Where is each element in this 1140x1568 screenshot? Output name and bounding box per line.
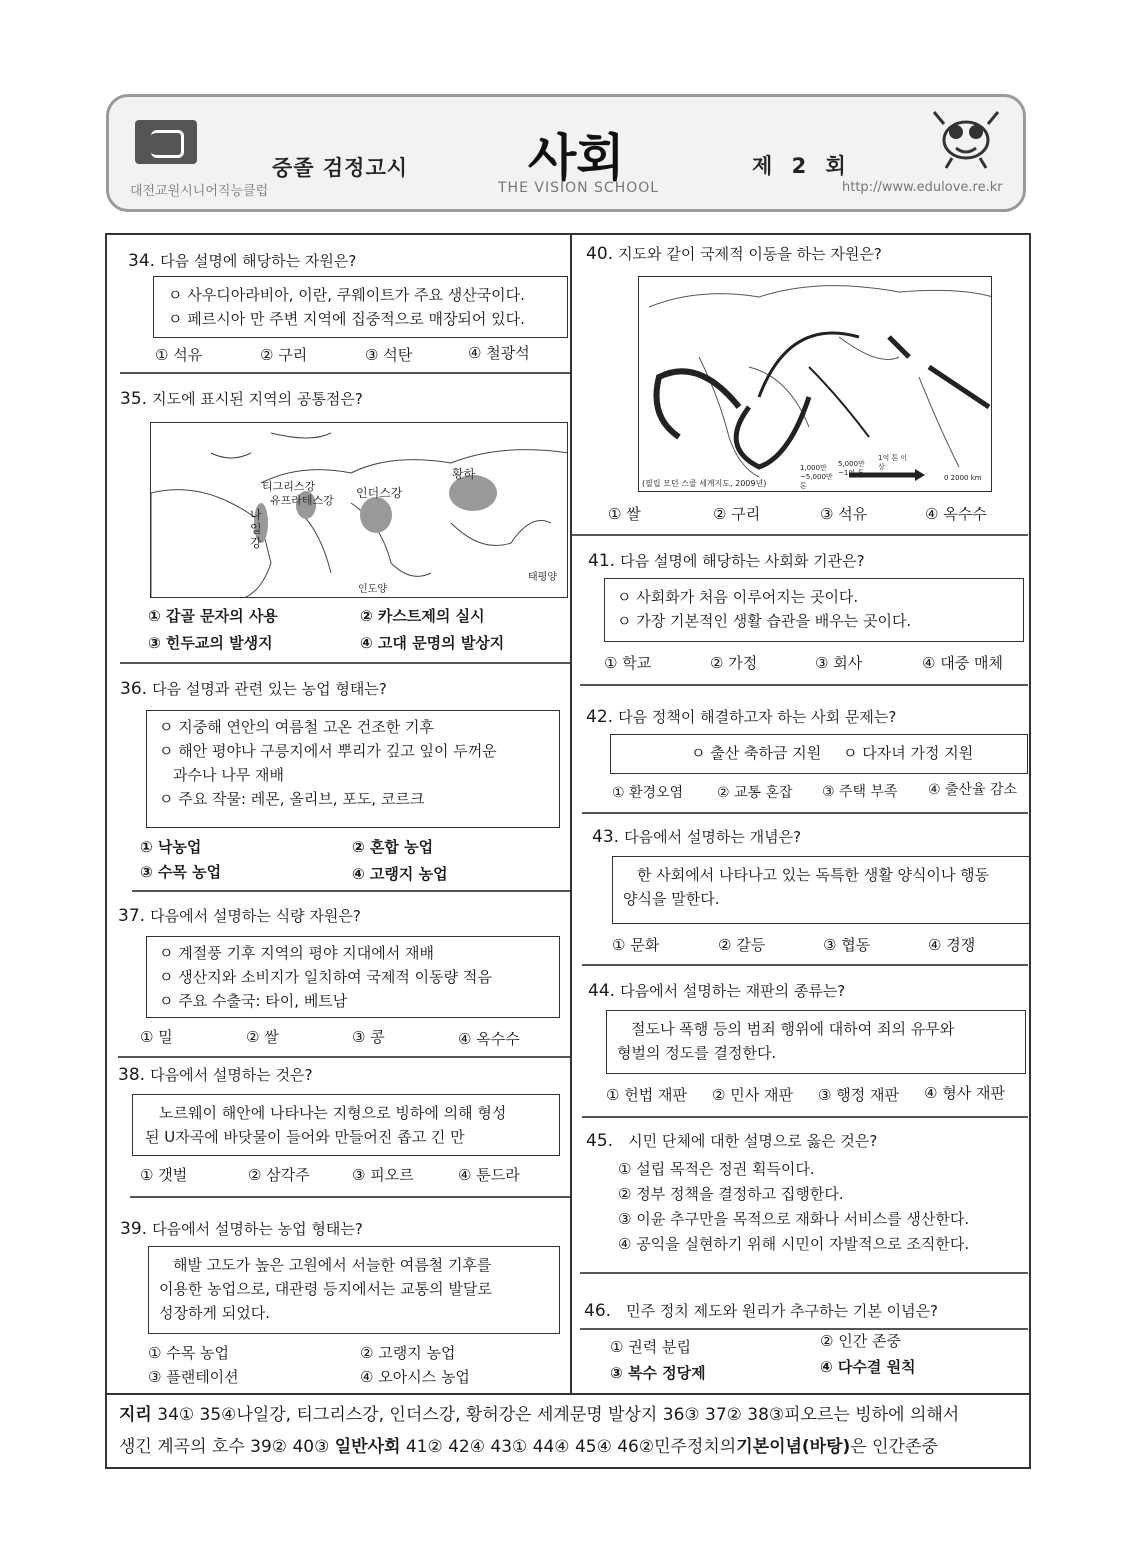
q40-stem <box>586 243 882 264</box>
q36-box-line: 과수나 나무 재배 <box>173 766 284 784</box>
q35-stem <box>120 388 363 409</box>
answer-emphasis: 기본이념(바탕) <box>736 1437 851 1457</box>
school-name: THE VISION SCHOOL <box>498 180 660 196</box>
separator <box>120 662 570 664</box>
q34-stem <box>128 250 356 271</box>
q36-stem <box>120 678 387 699</box>
q45-stem <box>586 1130 877 1151</box>
separator <box>118 1056 570 1058</box>
q37-box-line: ㅇ 주요 수출국: 타이, 베트남 <box>159 992 348 1010</box>
q44-box-line: 형벌의 정도를 결정한다. <box>617 1044 777 1062</box>
q34-box <box>153 276 568 338</box>
q36-choice-2[interactable]: ② 혼합 농업 <box>352 838 434 856</box>
q43-box <box>612 856 1030 924</box>
q45-choice-2[interactable]: ② 정부 정책을 결정하고 집행한다. <box>618 1185 844 1203</box>
q38-box <box>132 1094 560 1156</box>
q41-number: 41. <box>588 551 616 571</box>
q37-box-line: ㅇ 계절풍 기후 지역의 평야 지대에서 재배 <box>159 944 434 962</box>
q35-choice-3[interactable]: ③ 힌두교의 발생지 <box>148 634 273 652</box>
separator <box>580 1272 1028 1274</box>
q45-choice-3[interactable]: ③ 이윤 추구만을 목적으로 재화나 서비스를 생산한다. <box>618 1210 970 1228</box>
q42-choice-4[interactable]: ④ 출산율 감소 <box>928 782 1018 798</box>
exam-name: 중졸 검정고시 <box>272 156 409 180</box>
q39-text: 다음에서 설명하는 농업 형태는? <box>152 1220 363 1238</box>
q42-choice-3[interactable]: ③ 주택 부족 <box>822 784 898 800</box>
q44-choice-4[interactable]: ④ 형사 재판 <box>924 1084 1005 1102</box>
q44-choice-2[interactable]: ② 민사 재판 <box>712 1086 793 1104</box>
q46-choice-3[interactable]: ③ 복수 정당제 <box>610 1364 706 1382</box>
q40-choice-4[interactable]: ④ 옥수수 <box>925 505 987 523</box>
separator <box>580 684 1028 686</box>
q44-text: 다음에서 설명하는 재판의 종류는? <box>620 982 846 1000</box>
q43-choice-2[interactable]: ② 갈등 <box>718 936 766 954</box>
q36-choice-1[interactable]: ① 낙농업 <box>140 838 202 856</box>
q42-choice-1[interactable]: ① 환경오염 <box>612 785 684 801</box>
q34-text: 다음 설명에 해당하는 자원은? <box>160 252 357 270</box>
column-divider <box>570 233 572 1395</box>
answer-key <box>105 1395 1031 1469</box>
q34-choice-3[interactable]: ③ 석탄 <box>365 346 413 364</box>
q44-choice-3[interactable]: ③ 행정 재판 <box>818 1086 899 1104</box>
q41-choice-2[interactable]: ② 가정 <box>710 654 758 672</box>
q38-text: 다음에서 설명하는 것은? <box>150 1066 313 1084</box>
q44-choice-1[interactable]: ① 헌법 재판 <box>606 1086 687 1104</box>
q35-choice-4[interactable]: ④ 고대 문명의 발상지 <box>360 634 505 652</box>
q46-text: 민주 정치 제도와 원리가 추구하는 기본 이념은? <box>626 1302 939 1320</box>
q46-number: 46. <box>584 1301 612 1321</box>
separator <box>132 890 570 892</box>
q37-stem <box>118 905 361 926</box>
q34-choice-1[interactable]: ① 석유 <box>155 346 203 364</box>
q41-choice-1[interactable]: ① 학교 <box>604 654 652 672</box>
q38-box-line: 된 U자곡에 바닷물이 들어와 만들어진 좁고 긴 만 <box>145 1128 465 1146</box>
q39-number: 39. <box>120 1219 148 1239</box>
q40-legend-2: 5,000만~1억 톤 <box>838 460 865 477</box>
answer-line-2 <box>119 1431 1017 1463</box>
q36-number: 36. <box>120 679 148 699</box>
q45-choice-1[interactable]: ① 설립 목적은 정권 획득이다. <box>618 1160 815 1178</box>
q41-box <box>604 578 1024 642</box>
q40-map-caption: (필립 모던 스쿨 세계지도, 2009년) <box>642 479 767 488</box>
q37-choice-3[interactable]: ③ 콩 <box>352 1028 385 1046</box>
q38-choice-1[interactable]: ① 갯벌 <box>140 1166 188 1184</box>
q36-box-line: ㅇ 주요 작물: 레몬, 올리브, 포도, 코르크 <box>159 790 425 808</box>
q43-stem <box>592 826 801 847</box>
answer-text: 41② 42④ 43① 44④ 45④ 46②민주정치의 <box>405 1437 737 1457</box>
oil-trade-map <box>639 277 992 492</box>
q37-choice-2[interactable]: ② 쌀 <box>246 1028 279 1046</box>
q44-number: 44. <box>588 981 616 1001</box>
q37-choice-4[interactable]: ④ 옥수수 <box>458 1030 520 1048</box>
q42-number: 42. <box>586 707 614 727</box>
q40-choice-2[interactable]: ② 구리 <box>713 505 761 523</box>
q45-choice-4[interactable]: ④ 공익을 실현하기 위해 시민이 자발적으로 조직한다. <box>618 1235 970 1253</box>
q43-choice-4[interactable]: ④ 경쟁 <box>928 936 976 954</box>
q35-choice-1[interactable]: ① 갑골 문자의 사용 <box>148 607 278 625</box>
q41-text: 다음 설명에 해당하는 사회화 기관은? <box>620 552 865 570</box>
q43-text: 다음에서 설명하는 개념은? <box>624 828 802 846</box>
map-label-indus: 인더스강 <box>356 486 403 500</box>
q34-number: 34. <box>128 251 156 271</box>
q38-box-line: 노르웨이 해안에 나타나는 지형으로 빙하에 의해 형성 <box>159 1104 507 1122</box>
page-title: 사회 <box>528 129 625 187</box>
q37-number: 37. <box>118 906 146 926</box>
answer-line-1 <box>119 1399 1017 1431</box>
org-name: 대전교원시니어직능클럽 <box>130 184 269 199</box>
q45-number: 45. <box>586 1131 614 1151</box>
q35-choice-2[interactable]: ② 카스트제의 실시 <box>360 607 485 625</box>
exam-round: 제 2 회 <box>752 154 852 178</box>
q34-box-line: ㅇ 사우디아라비아, 이란, 쿠웨이트가 주요 생산국이다. <box>168 286 525 304</box>
separator <box>582 1116 1028 1118</box>
q40-scale: 0 2000 km <box>944 474 982 482</box>
map-label-euphrates: 유프라테스강 <box>270 494 334 507</box>
q39-choice-1[interactable]: ① 수목 농업 <box>148 1344 229 1362</box>
q36-box <box>146 710 560 828</box>
q46-stem <box>584 1300 938 1321</box>
answer-text: 생긴 계곡의 호수 39② 40③ <box>119 1437 330 1457</box>
q39-choice-4[interactable]: ④ 오아시스 농업 <box>360 1368 470 1386</box>
separator <box>120 372 570 374</box>
q36-text: 다음 설명과 관련 있는 농업 형태는? <box>152 680 387 698</box>
q39-choice-3[interactable]: ③ 플랜테이션 <box>148 1368 239 1386</box>
answer-text: 은 인간존중 <box>850 1437 938 1457</box>
q40-legend-1: 1,000만~5,000만 톤 <box>800 464 833 490</box>
separator <box>582 812 1028 814</box>
q40-choice-3[interactable]: ③ 석유 <box>820 505 868 523</box>
q40-map <box>638 276 992 492</box>
q37-text: 다음에서 설명하는 식량 자원은? <box>150 907 361 925</box>
q39-stem <box>120 1218 363 1239</box>
q35-map <box>150 422 568 598</box>
q37-box-line: ㅇ 생산지와 소비지가 일치하여 국제적 이동량 적음 <box>159 968 492 986</box>
q42-stem <box>586 706 896 727</box>
q42-text: 다음 정책이 해결하고자 하는 사회 문제는? <box>618 708 897 726</box>
q40-choice-1[interactable]: ① 쌀 <box>608 505 641 523</box>
q41-choice-4[interactable]: ④ 대중 매체 <box>922 654 1003 672</box>
q44-box <box>606 1010 1026 1074</box>
q36-box-line: ㅇ 지중해 연안의 여름철 고온 건조한 기후 <box>159 718 434 736</box>
answer-text: 34① 35④나일강, 티그리스강, 인더스강, 황허강은 세계문명 발상지 36③ 37② 38③피오르는 빙하에 의해서 <box>157 1405 960 1425</box>
map-label-pacific: 태평양 <box>528 572 557 583</box>
q34-box-line: ㅇ 페르시아 만 주변 지역에 집중적으로 매장되어 있다. <box>168 310 525 328</box>
q41-box-line: ㅇ 사회화가 처음 이루어지는 곳이다. <box>617 588 859 606</box>
q42-box <box>610 734 1028 774</box>
q40-text: 지도와 같이 국제적 이동을 하는 자원은? <box>618 245 882 263</box>
q36-box-line: ㅇ 해안 평야나 구릉지에서 뿌리가 깊고 잎이 두꺼운 <box>159 742 497 760</box>
q43-box-line: 양식을 말한다. <box>623 890 720 908</box>
q39-box <box>148 1246 560 1334</box>
q37-box <box>146 936 560 1018</box>
q45-text: 시민 단체에 대한 설명으로 옳은 것은? <box>628 1132 878 1150</box>
q35-number: 35. <box>120 389 148 409</box>
q43-choice-1[interactable]: ① 문화 <box>612 936 660 954</box>
geo-label: 지리 <box>119 1405 152 1425</box>
website-url: http://www.edulove.re.kr <box>842 180 1003 195</box>
q43-choice-3[interactable]: ③ 협동 <box>823 936 871 954</box>
q46-choice-4[interactable]: ④ 다수결 원칙 <box>820 1358 916 1376</box>
map-label-indian-ocean: 인도양 <box>358 584 387 595</box>
q38-choice-4[interactable]: ④ 툰드라 <box>458 1166 520 1184</box>
mascot-icon <box>930 104 1002 170</box>
q43-box-line: 한 사회에서 나타나고 있는 독특한 생활 양식이나 행동 <box>637 866 990 884</box>
q39-choice-2[interactable]: ② 고랭지 농업 <box>360 1344 456 1362</box>
q42-box-item: ㅇ 출산 축하금 지원 <box>691 744 822 762</box>
q35-text: 지도에 표시된 지역의 공통점은? <box>152 390 363 408</box>
logo-icon <box>135 120 197 164</box>
q39-box-line: 이용한 농업으로, 대관령 등지에서는 교통의 발달로 <box>159 1280 492 1298</box>
q44-box-line: 절도나 폭행 등의 범죄 행위에 대하여 죄의 유무와 <box>631 1020 955 1038</box>
q44-stem <box>588 980 845 1001</box>
q39-box-line: 해발 고도가 높은 고원에서 서늘한 여름철 기후를 <box>173 1256 492 1274</box>
social-label: 일반사회 <box>334 1437 401 1457</box>
map-label-tigris: 티그리스강 <box>262 480 316 493</box>
q40-number: 40. <box>586 244 614 264</box>
q34-choice-4[interactable]: ④ 철광석 <box>468 344 530 362</box>
q41-box-line: ㅇ 가장 기본적인 생활 습관을 배우는 곳이다. <box>617 612 912 630</box>
q38-choice-3[interactable]: ③ 피오르 <box>352 1166 414 1184</box>
q41-choice-3[interactable]: ③ 회사 <box>815 654 863 672</box>
separator <box>572 534 1028 536</box>
q38-stem <box>118 1064 313 1085</box>
separator <box>582 964 1028 966</box>
q46-choice-1[interactable]: ① 권력 분립 <box>610 1338 691 1356</box>
q41-stem <box>588 550 865 571</box>
q36-choice-3[interactable]: ③ 수목 농업 <box>140 863 222 881</box>
map-label-huang: 황하 <box>452 467 476 481</box>
q42-choice-2[interactable]: ② 교통 혼잡 <box>717 785 793 801</box>
map-label-nile: 나일강 <box>250 508 262 550</box>
q46-choice-2[interactable]: ② 인간 존중 <box>820 1332 901 1350</box>
q36-choice-4[interactable]: ④ 고랭지 농업 <box>352 865 448 883</box>
separator <box>130 1196 570 1198</box>
q38-choice-2[interactable]: ② 삼각주 <box>248 1166 310 1184</box>
q40-legend-3: 1억 톤 이상 <box>878 454 908 471</box>
separator <box>580 1328 1028 1330</box>
ancient-civilizations-map <box>151 423 568 598</box>
q38-number: 38. <box>118 1065 146 1085</box>
q37-choice-1[interactable]: ① 밀 <box>140 1028 173 1046</box>
q42-box-item: ㅇ 다자녀 가정 지원 <box>843 744 974 762</box>
q39-box-line: 성장하게 되었다. <box>159 1304 270 1322</box>
q43-number: 43. <box>592 827 620 847</box>
q34-choice-2[interactable]: ② 구리 <box>260 346 308 364</box>
